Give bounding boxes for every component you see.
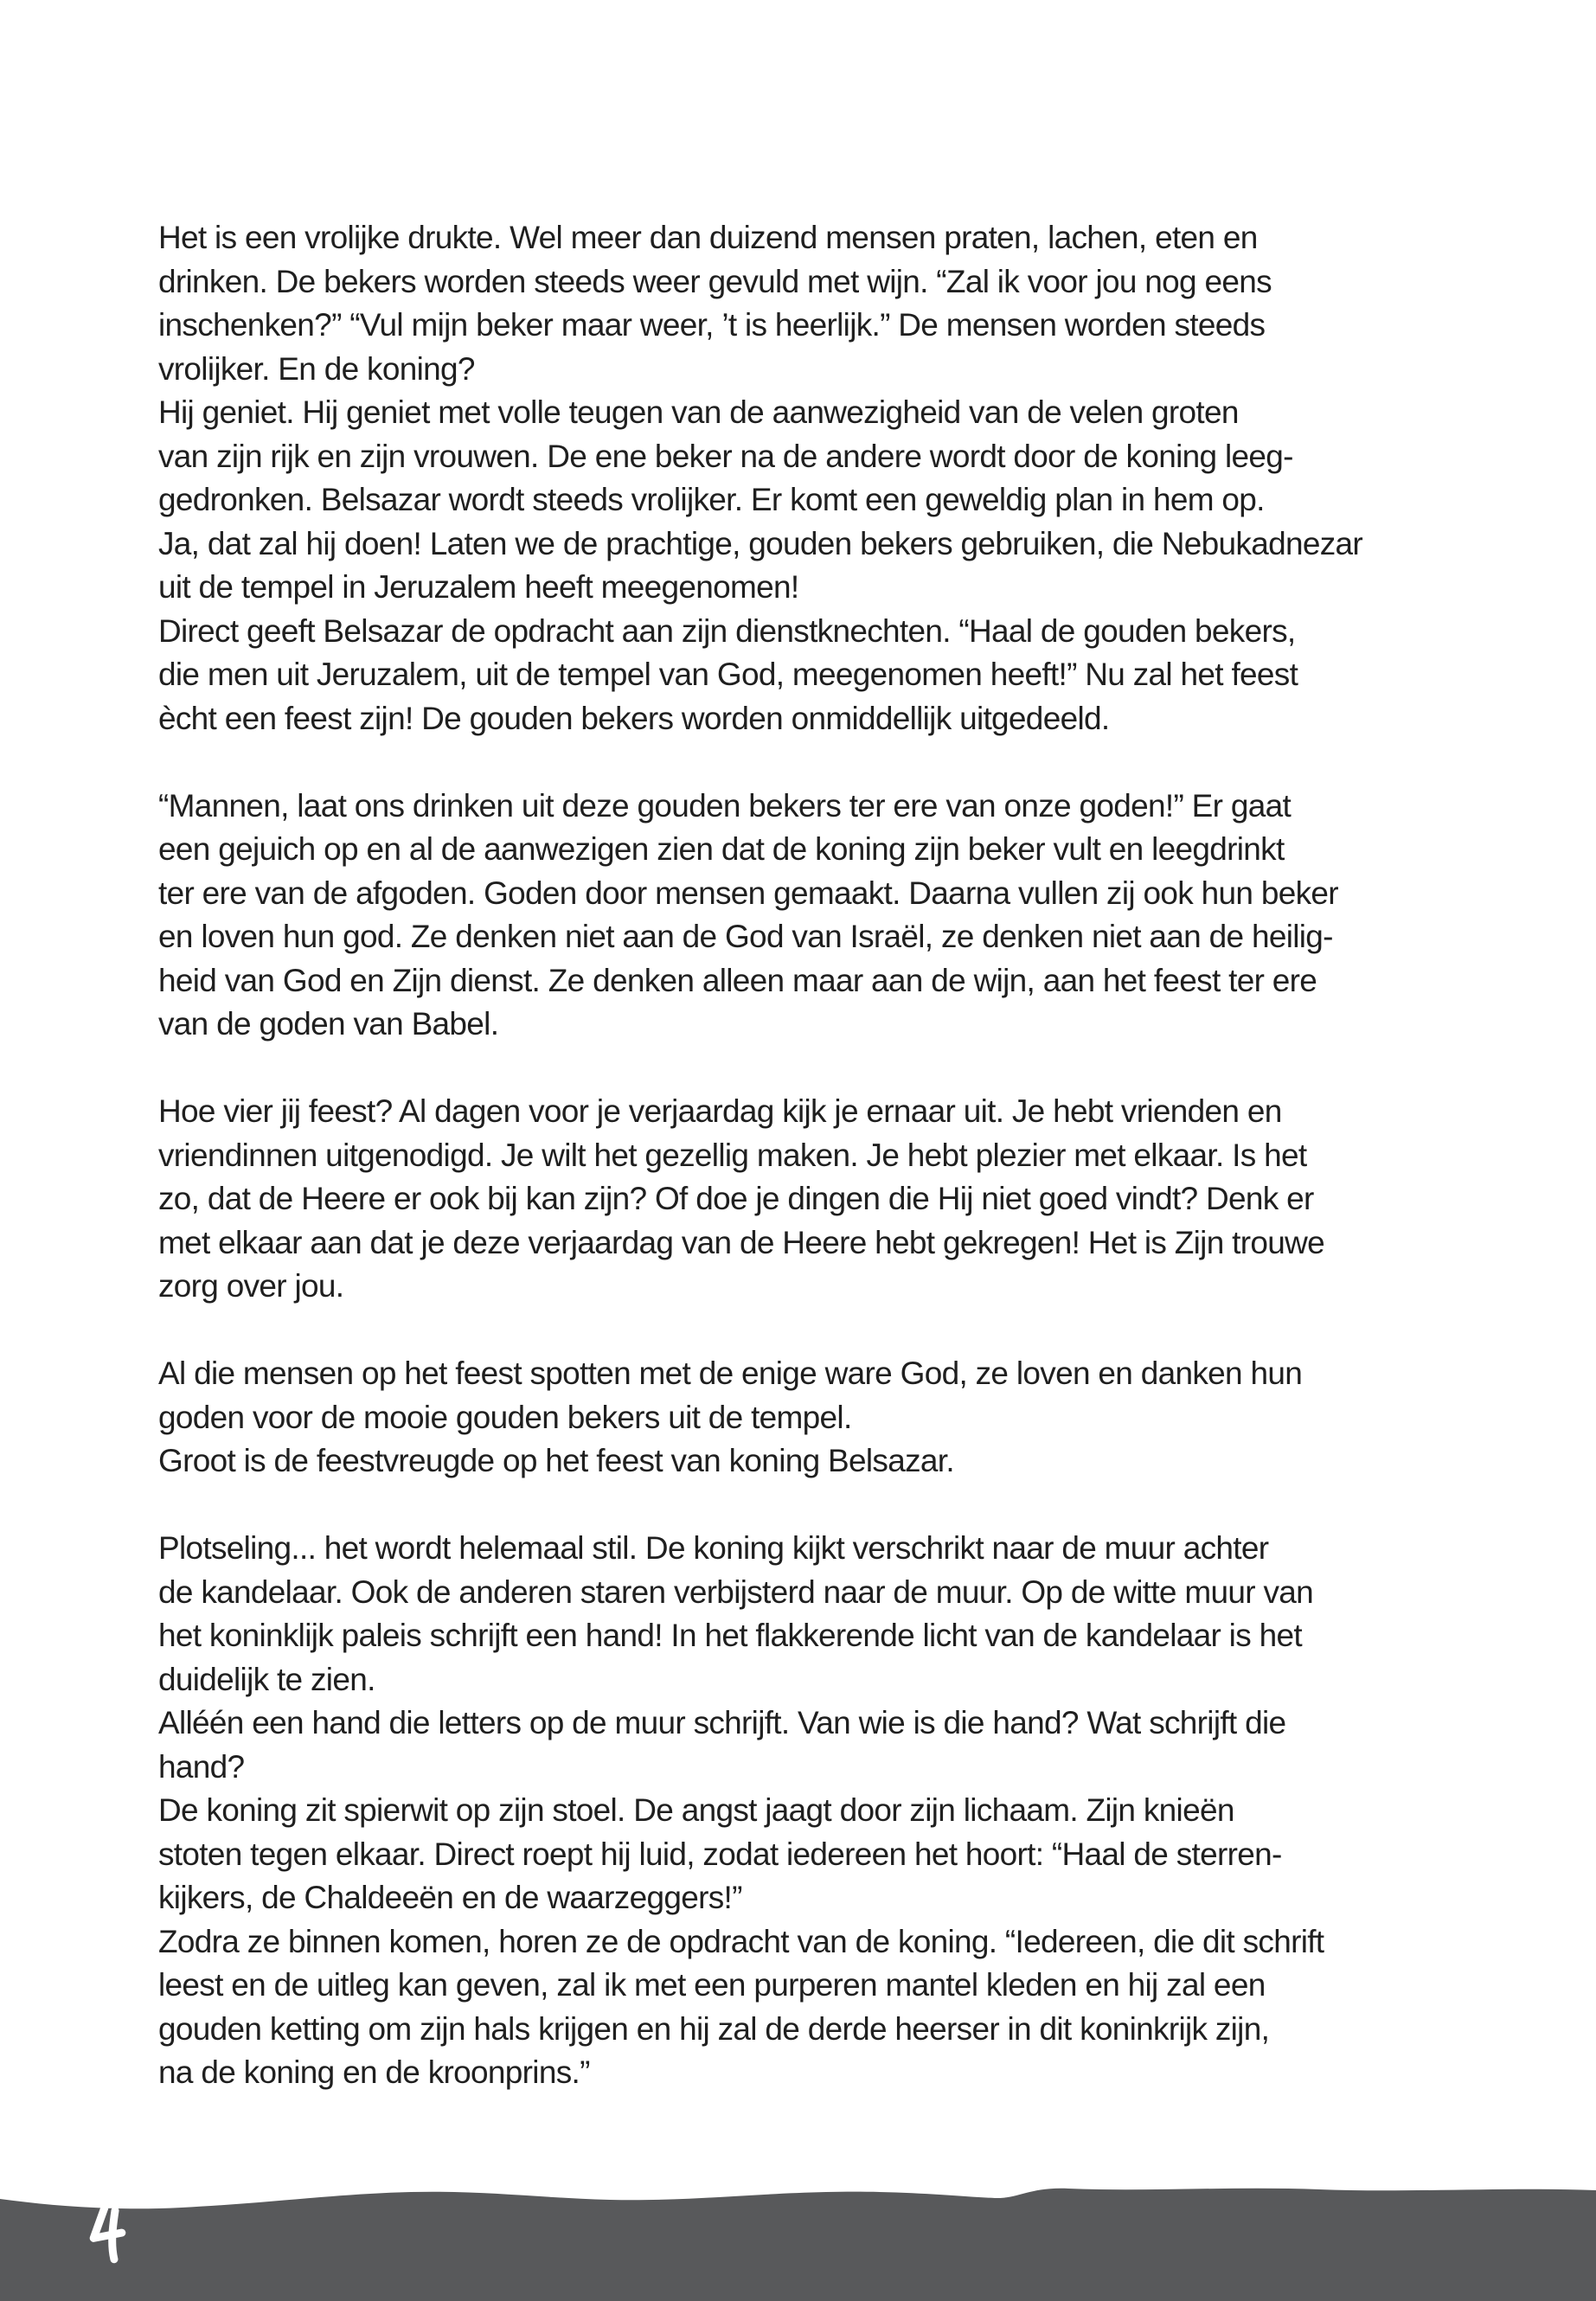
text-line: vrolijker. En de koning? <box>158 350 475 387</box>
text-line: Groot is de feestvreugde op het feest van koning Belsazar. <box>158 1443 954 1478</box>
text-line: uit de tempel in Jeruzalem heeft meegenomen! <box>158 569 799 605</box>
paragraph-5 <box>158 1527 1508 2095</box>
text-line: de kandelaar. Ook de anderen staren verbijsterd naar de muur. Op de witte muur van <box>158 1574 1314 1610</box>
text-line: Plotseling... het wordt helemaal stil. De koning kijkt verschrikt naar de muur achter <box>158 1530 1269 1566</box>
text-line: hand? <box>158 1748 245 1785</box>
text-line: kijkers, de Chaldeeën en de waarzeggers!” <box>158 1880 742 1915</box>
text-line: leest en de uitleg kan geven, zal ik met een purperen mantel kleden en hij zal een <box>158 1967 1266 2003</box>
text-line: ter ere van de afgoden. Goden door mensen gemaakt. Daarna vullen zij ook hun beker <box>158 875 1338 911</box>
text-line: heid van God en Zijn dienst. Ze denken alleen maar aan de wijn, aan het feest ter ere <box>158 962 1317 998</box>
text-line: een gejuich op en al de aanwezigen zien dat de koning zijn beker vult en leegdrinkt <box>158 831 1285 867</box>
paragraph-3 <box>158 1090 1508 1309</box>
text-line: “Mannen, laat ons drinken uit deze gouden bekers ter ere van onze goden!” Er gaat <box>158 787 1292 824</box>
text-line: ècht een feest zijn! De gouden bekers worden onmiddellijk uitgedeeld. <box>158 700 1110 736</box>
text-line: het koninklijk paleis schrijft een hand! In het flakkerende licht van de kandelaar is het <box>158 1618 1302 1653</box>
body-text <box>158 216 1508 2095</box>
text-line: vriendinnen uitgenodigd. Je wilt het gezellig maken. Je hebt plezier met elkaar. Is het <box>158 1137 1307 1173</box>
footer-band <box>0 2171 1596 2301</box>
text-line: gouden ketting om zijn hals krijgen en hij zal de derde heerser in dit koninkrijk zijn, <box>158 2010 1270 2047</box>
text-line: Hij geniet. Hij geniet met volle teugen van de aanwezigheid van de velen groten <box>158 394 1239 430</box>
text-line: zorg over jou. <box>158 1268 344 1304</box>
text-line: stoten tegen elkaar. Direct roept hij luid, zodat iedereen het hoort: “Haal de sterren- <box>158 1836 1282 1872</box>
text-line: Zodra ze binnen komen, horen ze de opdracht van de koning. “Iedereen, die dit schrift <box>158 1923 1324 1959</box>
paragraph-1 <box>158 216 1508 740</box>
text-line: Alléén een hand die letters op de muur schrijft. Van wie is die hand? Wat schrijft die <box>158 1705 1286 1740</box>
paragraph-4 <box>158 1352 1508 1484</box>
text-line: drinken. De bekers worden steeds weer gevuld met wijn. “Zal ik voor jou nog eens <box>158 263 1272 299</box>
text-line: Direct geeft Belsazar de opdracht aan zijn dienstknechten. “Haal de gouden bekers, <box>158 612 1296 649</box>
text-line: inschenken?” “Vul mijn beker maar weer, ’t is heerlijk.” De mensen worden steeds <box>158 307 1266 343</box>
text-line: met elkaar aan dat je deze verjaardag van de Heere hebt gekregen! Het is Zijn trouwe <box>158 1224 1325 1260</box>
text-line: zo, dat de Heere er ook bij kan zijn? Of doe je dingen die Hij niet goed vindt? Denk er <box>158 1181 1314 1216</box>
text-line: die men uit Jeruzalem, uit de tempel van God, meegenomen heeft!” Nu zal het feest <box>158 657 1298 692</box>
text-line: Het is een vrolijke drukte. Wel meer dan duizend mensen praten, lachen, eten en <box>158 220 1258 255</box>
text-line: van de goden van Babel. <box>158 1006 499 1042</box>
text-line: De koning zit spierwit op zijn stoel. De angst jaagt door zijn lichaam. Zijn knieën <box>158 1792 1234 1828</box>
text-line: duidelijk te zien. <box>158 1661 375 1697</box>
text-line: Hoe vier jij feest? Al dagen voor je verjaardag kijk je ernaar uit. Je hebt vrienden en <box>158 1093 1282 1129</box>
text-line: Al die mensen op het feest spotten met de enige ware God, ze loven en danken hun <box>158 1356 1303 1391</box>
text-line: na de koning en de kroonprins.” <box>158 2054 590 2090</box>
page-number <box>85 2201 137 2270</box>
text-line: gedronken. Belsazar wordt steeds vrolijker. Er komt een geweldig plan in hem op. <box>158 482 1265 517</box>
text-line: van zijn rijk en zijn vrouwen. De ene beker na de andere wordt door de koning leeg- <box>158 438 1293 474</box>
text-line: goden voor de mooie gouden bekers uit de tempel. <box>158 1399 852 1435</box>
text-line: Ja, dat zal hij doen! Laten we de prachtige, gouden bekers gebruiken, die Nebukadnezar <box>158 525 1363 561</box>
text-line: en loven hun god. Ze denken niet aan de God van Israël, ze denken niet aan de heilig- <box>158 919 1333 954</box>
footer-wave-shape <box>0 2189 1596 2301</box>
paragraph-2 <box>158 785 1508 1047</box>
